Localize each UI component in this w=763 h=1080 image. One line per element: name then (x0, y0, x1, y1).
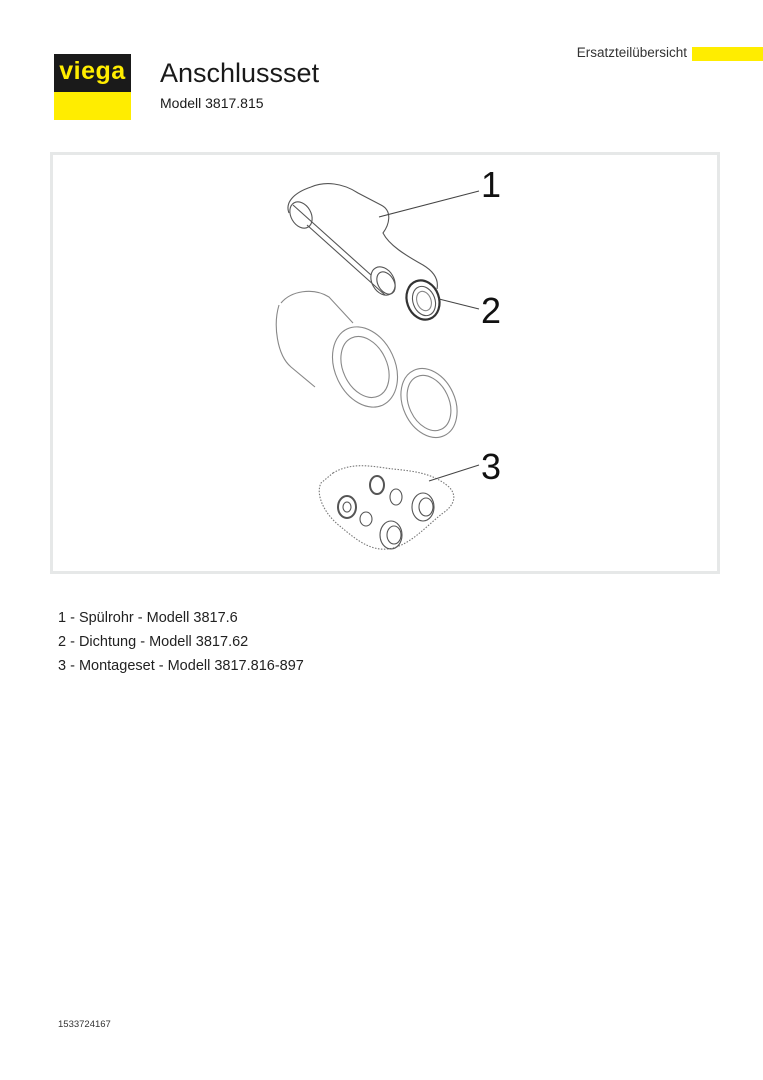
logo-black-panel (54, 54, 131, 92)
logo-yellow-panel (54, 92, 131, 120)
viega-logo (54, 54, 131, 120)
parts-list (58, 606, 304, 678)
document-type-bar (692, 47, 763, 61)
mounting-set-drawing (319, 466, 454, 549)
callout-2: 2 (481, 290, 502, 331)
exploded-view-figure (50, 152, 720, 574)
callout-3: 3 (481, 446, 502, 487)
leader-lines (379, 191, 479, 481)
model-number: Modell 3817.815 (160, 95, 264, 111)
seal-drawing (401, 276, 445, 325)
exploded-view-drawing (53, 155, 717, 571)
document-type-label: Ersatzteilübersicht (576, 45, 687, 60)
parts-list-item: 3 - Montageset - Modell 3817.816-897 (58, 658, 304, 674)
document-id: 1533724167 (58, 1019, 111, 1030)
parts-list-item: 2 - Dichtung - Modell 3817.62 (58, 634, 249, 650)
logo-text: viega (59, 57, 126, 85)
sleeve-drawing (276, 291, 467, 446)
page-title: Anschlussset (160, 58, 320, 88)
parts-list-item: 1 - Spülrohr - Modell 3817.6 (58, 610, 238, 626)
callout-1: 1 (481, 164, 502, 205)
